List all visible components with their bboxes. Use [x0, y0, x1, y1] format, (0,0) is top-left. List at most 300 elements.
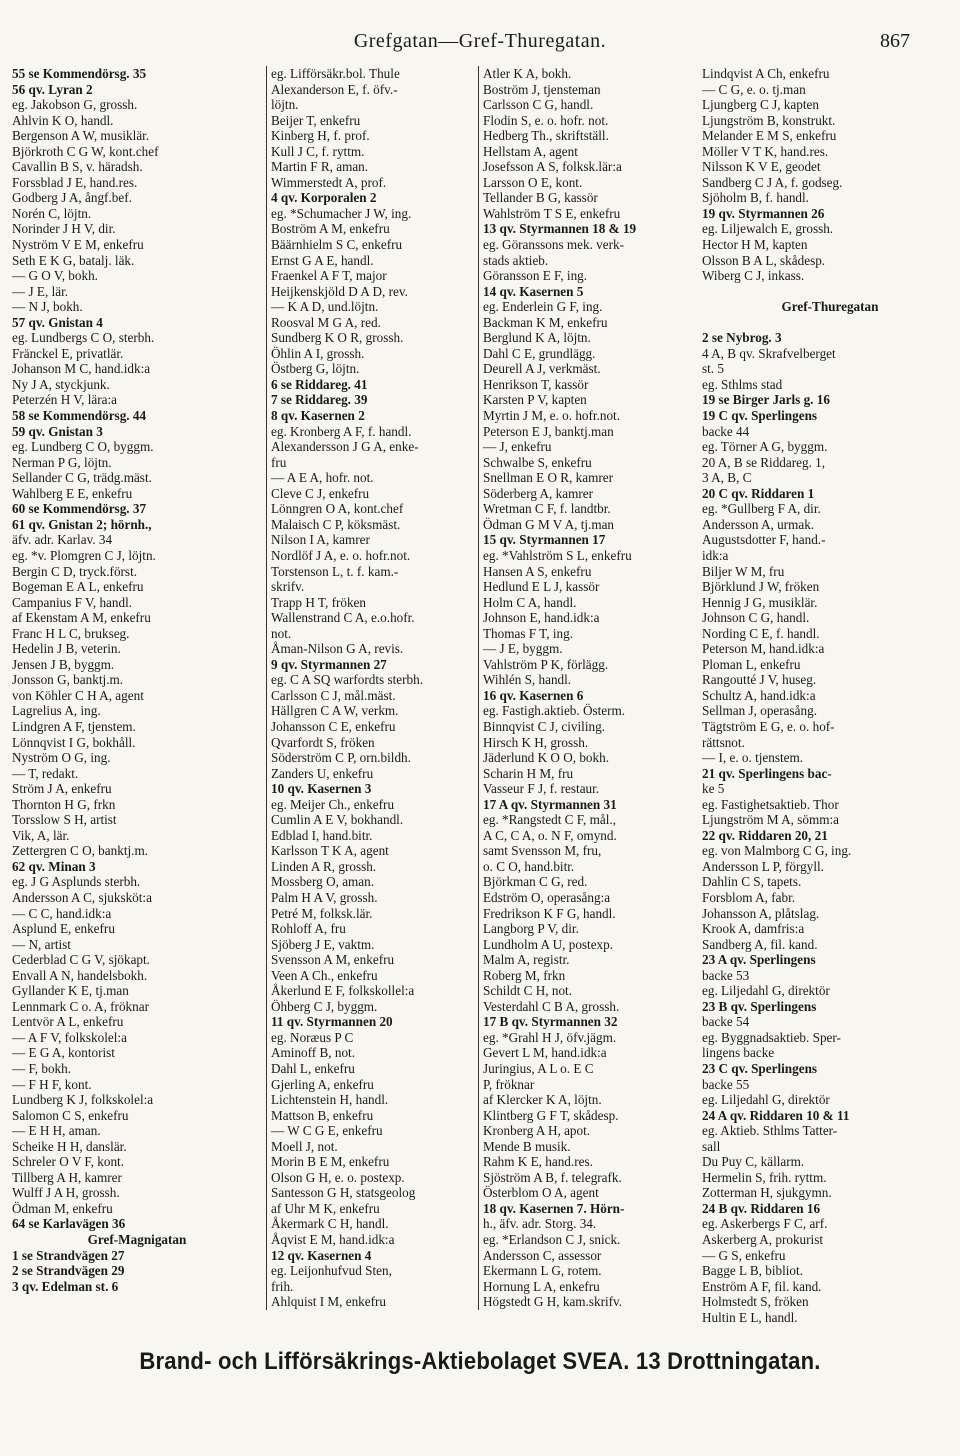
directory-entry: Cederblad C G V, sjökapt.	[12, 952, 150, 968]
directory-entry: 22 qv. Riddaren 20, 21	[702, 827, 828, 843]
directory-entry: Cleve C J, enkefru	[271, 485, 370, 501]
directory-entry: Zanders U, enkefru	[271, 765, 374, 781]
directory-entry: Envall A N, handelsbokh.	[12, 967, 148, 983]
directory-entry: Langborg P V, dir.	[483, 921, 579, 937]
directory-entry: Josefsson A S, folksk.lär:a	[483, 159, 622, 175]
directory-entry: 18 qv. Kasernen 7. Hörn-	[483, 1200, 625, 1216]
page-header	[0, 30, 960, 58]
directory-entry: Johnson E, hand.idk:a	[483, 610, 600, 626]
directory-entry: äfv. adr. Karlav. 34	[12, 532, 113, 548]
directory-entry: Asplund E, enkefru	[12, 921, 115, 937]
directory-entry: eg. Kronberg A F, f. handl.	[271, 423, 412, 439]
directory-entry: Jäderlund K O O, bokh.	[483, 750, 609, 766]
directory-entry: Ljungström M A, sömm:a	[702, 812, 840, 828]
directory-entry: 19 se Birger Jarls g. 16	[702, 392, 830, 408]
directory-entry: 1 se Strandvägen 27	[12, 1247, 125, 1263]
directory-entry: eg. Enderlein G F, ing.	[483, 299, 603, 315]
directory-entry: eg. *Grahl H J, öfv.jägm.	[483, 1029, 617, 1045]
directory-entry: eg. Törner A G, byggm.	[702, 439, 828, 455]
directory-entry: Augustsdotter F, hand.-	[702, 532, 826, 548]
directory-entry: Högstedt G H, kam.skrifv.	[483, 1294, 623, 1310]
directory-entry: Peterson E J, banktj.man	[483, 423, 614, 439]
directory-entry: Sjöholm B, f. handl.	[702, 190, 809, 206]
directory-entry: Hansen A S, enkefru	[483, 563, 592, 579]
directory-entry: Nilsson K V E, geodet	[702, 159, 821, 175]
directory-entry: 64 se Karlavägen 36	[12, 1216, 126, 1232]
directory-entry: Wretman C F, f. landtbr.	[483, 501, 611, 517]
directory-entry: h., äfv. adr. Storg. 34.	[483, 1216, 597, 1232]
directory-entry: Johnson C G, handl.	[702, 610, 810, 626]
directory-entry: Lindqvist A Ch, enkefru	[702, 66, 830, 81]
directory-entry: Dahlin C S, tapets.	[702, 874, 802, 890]
directory-entry: — G O V, bokh.	[12, 268, 98, 284]
directory-entry: 4 qv. Korporalen 2	[271, 190, 377, 206]
directory-entry: Petré M, folksk.lär.	[271, 905, 373, 921]
directory-entry: Österblom O A, agent	[483, 1185, 599, 1201]
directory-entry: 60 se Kommendörsg. 37	[12, 501, 147, 517]
directory-entry: 61 qv. Gnistan 2; hörnh.,	[12, 516, 152, 532]
directory-entry: 55 se Kommendörsg. 35	[12, 66, 147, 81]
directory-entry: eg. *Gullberg F A, dir.	[702, 501, 821, 517]
directory-entry: — N, artist	[12, 936, 71, 952]
directory-entry: Ahlvin K O, handl.	[12, 112, 114, 128]
directory-entry: Krook A, damfris:a	[702, 921, 805, 937]
directory-entry: eg. Göranssons mek. verk-	[483, 237, 624, 253]
directory-entry: Edström O, operasång:a	[483, 889, 611, 905]
directory-entry: eg. Liljewalch E, grossh.	[702, 221, 834, 237]
directory-entry: Campanius F V, handl.	[12, 594, 133, 610]
directory-entry: eg. C A SQ warfordts sterbh.	[271, 672, 424, 688]
directory-entry: Linden A R, grossh.	[271, 858, 377, 874]
directory-entry: 4 A, B qv. Skrafvelberget	[702, 345, 836, 361]
directory-entry: Åkermark C H, handl.	[271, 1216, 389, 1232]
directory-entry: Forsblom A, fabr.	[702, 889, 796, 905]
directory-entry: Lichtenstein H, handl.	[271, 1092, 389, 1108]
directory-entry: Veen A Ch., enkefru	[271, 967, 378, 983]
directory-entry: Tellander B G, kassör	[483, 190, 598, 206]
directory-entry: Santesson G H, statsgeolog	[271, 1185, 416, 1201]
directory-entry: Nerman P G, löjtn.	[12, 454, 112, 470]
directory-entry	[702, 284, 958, 300]
directory-entry: Deurell A J, verkmäst.	[483, 361, 601, 377]
directory-entry: Carlsson C J, mål.mäst.	[271, 687, 396, 703]
directory-entry: Binnqvist C J, civiling.	[483, 718, 605, 734]
directory-entry: — J E, byggm.	[483, 641, 563, 657]
directory-entry: Nording C E, f. handl.	[702, 625, 820, 641]
directory-entry: — A F V, folkskolel:a	[12, 1029, 127, 1045]
directory-entry: Holm C A, handl.	[483, 594, 577, 610]
directory-entry: Biljer W M, fru	[702, 563, 785, 579]
directory-entry: Moell J, not.	[271, 1138, 338, 1154]
directory-entry: Enström A F, fil. kand.	[702, 1278, 822, 1294]
directory-entry: samt Svensson M, fru,	[483, 843, 602, 859]
directory-entry: 20 A, B se Riddareg. 1,	[702, 454, 826, 470]
directory-column-1	[12, 66, 262, 1294]
directory-entry: Karlsson T K A, agent	[271, 843, 389, 859]
directory-entry: stads aktieb.	[483, 252, 549, 268]
directory-entry: Johansson A, plåtslag.	[702, 905, 820, 921]
directory-entry: Alexanderson E, f. öfv.-	[271, 81, 398, 97]
directory-entry: Ödman G M V A, tj.man	[483, 516, 615, 532]
directory-entry: Björklund J W, fröken	[702, 579, 820, 595]
directory-entry: Hornung L A, enkefru	[483, 1278, 600, 1294]
directory-entry: 23 A qv. Sperlingens	[702, 952, 816, 968]
directory-entry: Gjerling A, enkefru	[271, 1076, 374, 1092]
directory-entry: Lennmark C o. A, fröknar	[12, 998, 149, 1014]
advertisement-footer: Brand- och Lifförsäkrings-Aktiebolaget SVEA. 13 Drottningatan.	[139, 1348, 821, 1375]
directory-entry: Vahlström P K, förlägg.	[483, 656, 609, 672]
directory-entry: 23 B qv. Sperlingens	[702, 998, 817, 1014]
directory-entry: — E H H, aman.	[12, 1123, 101, 1139]
directory-entry: 17 A qv. Styrmannen 31	[483, 796, 617, 812]
directory-entry: Nyström V E M, enkefru	[12, 237, 144, 253]
directory-entry: Sjöberg J E, vaktm.	[271, 936, 375, 952]
directory-entry: st. 5	[702, 361, 724, 377]
directory-entry: Holmstedt S, fröken	[702, 1294, 809, 1310]
directory-entry: Fredrikson K F G, handl.	[483, 905, 616, 921]
directory-entry: Söderberg A, kamrer	[483, 485, 593, 501]
directory-entry: Johansson C E, enkefru	[271, 718, 396, 734]
directory-entry: Beijer T, enkefru	[271, 112, 361, 128]
directory-entry: skrifv.	[271, 579, 305, 595]
directory-entry: P, fröknar	[483, 1076, 535, 1092]
directory-entry: sall	[702, 1138, 721, 1154]
directory-entry: Gref-Magnigatan	[87, 1232, 187, 1248]
directory-entry: Alexandersson J G A, enke-	[271, 439, 419, 455]
directory-entry: Roberg M, frkn	[483, 967, 566, 983]
directory-entry: Thornton H G, frkn	[12, 796, 116, 812]
directory-entry: eg. Lundberg C O, byggm.	[12, 439, 154, 455]
directory-entry: Ekermann L G, rotem.	[483, 1263, 602, 1279]
directory-entry: Fraenkel A F T, major	[271, 268, 387, 284]
directory-entry: af Ekenstam A M, enkefru	[12, 610, 151, 626]
directory-entry: Bäärnhielm S C, enkefru	[271, 237, 403, 253]
directory-entry: Nyström O G, ing.	[12, 750, 111, 766]
directory-entry: löjtn.	[271, 97, 299, 113]
directory-entry: — J, enkefru	[483, 439, 552, 455]
directory-entry: Hennig J G, musiklär.	[702, 594, 818, 610]
directory-entry: eg. *Vahlström S L, enkefru	[483, 547, 632, 563]
directory-entry: frih.	[271, 1278, 294, 1294]
directory-entry: Öhberg C J, byggm.	[271, 998, 378, 1014]
directory-entry: Melander E M S, enkefru	[702, 128, 837, 144]
directory-entry: ke 5	[702, 781, 725, 797]
directory-entry: 15 qv. Styrmannen 17	[483, 532, 606, 548]
directory-entry: Sundberg K O R, grossh.	[271, 330, 404, 346]
directory-entry: Boström A M, enkefru	[271, 221, 390, 237]
directory-entry: Aminoff B, not.	[271, 1045, 356, 1061]
directory-entry: Ström J A, enkefru	[12, 781, 112, 797]
directory-entry: Bergenson A W, musiklär.	[12, 128, 150, 144]
directory-entry: 11 qv. Styrmannen 20	[271, 1014, 393, 1030]
directory-entry: 59 qv. Gnistan 3	[12, 423, 103, 439]
directory-entry: Olson G H, e. o. postexp.	[271, 1169, 405, 1185]
directory-entry: Thomas F T, ing.	[483, 625, 573, 641]
directory-entry: Wahlström T S E, enkefru	[483, 205, 621, 221]
directory-entry: eg. Noræus P C	[271, 1029, 354, 1045]
directory-entry: Lindgren A F, tjenstem.	[12, 718, 136, 734]
directory-entry: fru	[271, 454, 287, 470]
directory-entry: eg. *Rangstedt C F, mål.,	[483, 812, 617, 828]
directory-entry: — A E A, hofr. not.	[271, 470, 374, 486]
directory-entry: Henrikson T, kassör	[483, 376, 589, 392]
directory-entry: Ahlquist I M, enkefru	[271, 1294, 387, 1310]
directory-entry: Jensen J B, byggm.	[12, 656, 115, 672]
directory-entry: — N J, bokh.	[12, 299, 83, 315]
directory-entry: Åqvist E M, hand.idk:a	[271, 1232, 395, 1248]
directory-entry: Tägtström E G, e. o. hof-	[702, 718, 835, 734]
directory-entry: Göransson E F, ing.	[483, 268, 588, 284]
directory-entry: 20 C qv. Riddaren 1	[702, 485, 815, 501]
directory-entry: Hedelin J B, veterin.	[12, 641, 121, 657]
directory-entry: Björkroth C G W, kont.chef	[12, 143, 159, 159]
directory-entry: Boström J, tjensteman	[483, 81, 601, 97]
directory-entry: eg. Sthlms stad	[702, 376, 783, 392]
directory-entry: Schwalbe S, enkefru	[483, 454, 592, 470]
directory-entry: A C, C A, o. N F, omynd.	[483, 827, 617, 843]
directory-entry: — K A D, und.löjtn.	[271, 299, 379, 315]
directory-entry: Rahm K E, hand.res.	[483, 1154, 593, 1170]
directory-entry: — W C G E, enkefru	[271, 1123, 383, 1139]
directory-entry: Salomon C S, enkefru	[12, 1107, 129, 1123]
directory-entry: 10 qv. Kasernen 3	[271, 781, 372, 797]
directory-entry: 17 B qv. Styrmannen 32	[483, 1014, 618, 1030]
directory-entry: 8 qv. Kasernen 2	[271, 408, 365, 424]
directory-entry: Vik, A, lär.	[12, 827, 70, 843]
directory-entry: Tillberg A H, kamrer	[12, 1169, 122, 1185]
directory-entry: Wulff J A H, grossh.	[12, 1185, 120, 1201]
directory-entry: — C G, e. o. tj.man	[702, 81, 806, 97]
directory-entry: Wiberg C J, inkass.	[702, 268, 805, 284]
directory-entry: Zettergren C O, banktj.m.	[12, 843, 148, 859]
directory-entry: Norinder J H V, dir.	[12, 221, 116, 237]
directory-entry: lingens backe	[702, 1045, 775, 1061]
directory-entry: — E G A, kontorist	[12, 1045, 115, 1061]
directory-entry: 19 qv. Styrmannen 26	[702, 205, 825, 221]
directory-entry: 19 C qv. Sperlingens	[702, 408, 818, 424]
directory-entry: Rangoutté J V, huseg.	[702, 672, 817, 688]
directory-entry: Askerberg A, prokurist	[702, 1232, 823, 1248]
directory-entry: eg. von Malmborg C G, ing.	[702, 843, 852, 859]
directory-entry: backe 54	[702, 1014, 750, 1030]
directory-column-3	[478, 66, 699, 1310]
directory-entry: backe 44	[702, 423, 750, 439]
directory-entry: 6 se Riddareg. 41	[271, 376, 368, 392]
directory-entry: Martin F R, aman.	[271, 159, 369, 175]
directory-entry: eg. J G Asplunds sterbh.	[12, 874, 141, 890]
directory-entry: Heijkenskjöld D A D, rev.	[271, 283, 408, 299]
directory-entry: Edblad I, hand.bitr.	[271, 827, 373, 843]
directory-entry: Norén C, löjtn.	[12, 205, 92, 221]
directory-entry: backe 53	[702, 967, 750, 983]
directory-entry: Franc H L C, brukseg.	[12, 625, 130, 641]
directory-entry: Godberg J A, ångf.bef.	[12, 190, 132, 206]
directory-entry: Öhlin A I, grossh.	[271, 345, 365, 361]
directory-entry: eg. Jakobson G, grossh.	[12, 97, 138, 113]
directory-entry: Morin B E M, enkefru	[271, 1154, 390, 1170]
directory-entry: Lönngren O A, kont.chef	[271, 501, 404, 517]
directory-entry: eg. Lundbergs C O, sterbh.	[12, 330, 155, 346]
directory-entry: Andersson C, assessor	[483, 1247, 602, 1263]
directory-entry: Zotterman H, sjukgymn.	[702, 1185, 832, 1201]
directory-entry: 7 se Riddareg. 39	[271, 392, 368, 408]
directory-entry: Hällgren C A W, verkm.	[271, 703, 399, 719]
directory-entry: 57 qv. Gnistan 4	[12, 314, 103, 330]
directory-entry: Jonsson G, banktj.m.	[12, 672, 123, 688]
directory-entry: Nilson I A, kamrer	[271, 532, 370, 548]
directory-entry: — F H F, kont.	[12, 1076, 92, 1092]
directory-entry: backe 55	[702, 1076, 750, 1092]
directory-column-2	[266, 66, 481, 1310]
directory-entry: 21 qv. Sperlingens bac-	[702, 765, 832, 781]
directory-entry: Wallenstrand C A, e.o.hofr.	[271, 610, 415, 626]
directory-entry: Olsson B A L, skådesp.	[702, 252, 826, 268]
directory-entry: — G S, enkefru	[702, 1247, 786, 1263]
directory-entry: Ljungberg C J, kapten	[702, 97, 819, 113]
directory-entry: Carlsson C G, handl.	[483, 97, 594, 113]
directory-entry: Palm H A V, grossh.	[271, 889, 378, 905]
directory-entry: eg. *Schumacher J W, ing.	[271, 205, 412, 221]
directory-entry: Torsslow S H, artist	[12, 812, 117, 828]
directory-entry: Peterson M, hand.idk:a	[702, 641, 825, 657]
directory-entry: Åman-Nilson G A, revis.	[271, 641, 404, 657]
directory-entry: Berglund K A, löjtn.	[483, 330, 591, 346]
directory-entry: Vasseur F J, f. restaur.	[483, 781, 600, 797]
directory-entry: 2 se Strandvägen 29	[12, 1263, 125, 1279]
directory-entry: Bagge L B, bibliot.	[702, 1263, 803, 1279]
directory-entry: eg. Aktieb. Sthlms Tatter-	[702, 1123, 838, 1139]
directory-entry: eg. Fastigh.aktieb. Österm.	[483, 703, 626, 719]
directory-entry: Larsson O E, kont.	[483, 174, 583, 190]
directory-entry: Torstenson L, t. f. kam.-	[271, 563, 399, 579]
directory-entry: Hector H M, kapten	[702, 237, 808, 253]
directory-entry: Wihlén S, handl.	[483, 672, 572, 688]
directory-entry: Kull J C, f. ryttm.	[271, 143, 365, 159]
directory-entry: 23 C qv. Sperlingens	[702, 1061, 818, 1076]
directory-entry: Sellander C G, trädg.mäst.	[12, 470, 152, 486]
directory-entry: Cavallin B S, v. häradsh.	[12, 159, 143, 175]
directory-entry: 56 qv. Lyran 2	[12, 81, 93, 97]
directory-entry: Gevert L M, hand.idk:a	[483, 1045, 607, 1061]
directory-entry: Schildt C H, not.	[483, 983, 573, 999]
directory-entry: Mende B musik.	[483, 1138, 571, 1154]
directory-entry: eg. Liljedahl G, direktör	[702, 1092, 830, 1108]
directory-entry: Gyllander K E, tj.man	[12, 983, 129, 999]
directory-entry: Andersson A C, sjuksköt:a	[12, 889, 152, 905]
directory-entry: Kronberg A H, apot.	[483, 1123, 591, 1139]
directory-entry: idk:a	[702, 547, 729, 563]
directory-entry: Nordlöf J A, e. o. hofr.not.	[271, 547, 411, 563]
directory-entry: 24 B qv. Riddaren 16	[702, 1200, 821, 1216]
directory-entry: Seth E K G, batalj. läk.	[12, 252, 135, 268]
directory-entry: eg. Lifförsäkr.bol. Thule	[271, 66, 400, 81]
directory-entry: Sandberg A, fil. kand.	[702, 936, 818, 952]
directory-entry: Myrtin J M, e. o. hofr.not.	[483, 408, 620, 424]
directory-entry: 2 se Nybrog. 3	[702, 330, 782, 346]
directory-entry: Malm A, registr.	[483, 952, 570, 968]
directory-entry: Kinberg H, f. prof.	[271, 128, 370, 144]
directory-entry: Schreler O V F, kont.	[12, 1154, 125, 1170]
directory-entry: Schultz A, hand.idk:a	[702, 687, 816, 703]
directory-entry: Ny J A, styckjunk.	[12, 376, 110, 392]
directory-entry: 24 A qv. Riddaren 10 & 11	[702, 1107, 850, 1123]
directory-entry: — J E, lär.	[12, 283, 69, 299]
directory-entry: Scheike H H, danslär.	[12, 1138, 127, 1154]
directory-entry: 62 qv. Minan 3	[12, 858, 96, 874]
directory-entry: 58 se Kommendörsg. 44	[12, 408, 147, 424]
directory-entry: Östberg G, löjtn.	[271, 361, 360, 377]
page-title: Grefgatan—Gref-Thuregatan.	[353, 30, 607, 52]
directory-entry: not.	[271, 625, 292, 641]
directory-entry: Hermelin S, frih. ryttm.	[702, 1169, 827, 1185]
directory-entry: Roosval M G A, red.	[271, 314, 381, 330]
directory-entry: Hirsch K H, grossh.	[483, 734, 589, 750]
directory-entry: Möller V T K, hand.res.	[702, 143, 829, 159]
directory-column-4	[702, 66, 958, 1325]
directory-entry: Hellstam A, agent	[483, 143, 578, 159]
directory-entry: Karsten P V, kapten	[483, 392, 587, 408]
directory-entry: Dahl C E, grundlägg.	[483, 345, 596, 361]
directory-entry: 3 qv. Edelman st. 6	[12, 1278, 119, 1294]
directory-entry: Snellman E O R, kamrer	[483, 470, 614, 486]
directory-entry: eg. Meijer Ch., enkefru	[271, 796, 395, 812]
directory-entry: Rohloff A, fru	[271, 921, 346, 937]
directory-entry: Trapp H T, fröken	[271, 594, 366, 610]
directory-entry: Hedberg Th., skriftställ.	[483, 128, 609, 144]
directory-entry: Ljungström B, konstrukt.	[702, 112, 836, 128]
directory-entry: Dahl L, enkefru	[271, 1061, 355, 1076]
directory-entry	[702, 315, 958, 331]
directory-entry: Scharin H M, fru	[483, 765, 574, 781]
directory-entry: Lagrelius A, ing.	[12, 703, 101, 719]
directory-entry: Hedlund E L J, kassör	[483, 579, 600, 595]
directory-entry: Cumlin A E V, bokhandl.	[271, 812, 404, 828]
directory-entry: Wahlberg E E, enkefru	[12, 485, 133, 501]
directory-entry: — I, e. o. tjenstem.	[702, 750, 804, 766]
directory-entry: Juringius, A L o. E C	[483, 1061, 594, 1076]
directory-entry: Vesterdahl C B A, grossh.	[483, 998, 620, 1014]
directory-entry: Ödman M, enkefru	[12, 1200, 113, 1216]
directory-entry: Wimmerstedt A, prof.	[271, 174, 387, 190]
directory-entry: Ernst G A E, handl.	[271, 252, 374, 268]
directory-entry: eg. Askerbergs F C, arf.	[702, 1216, 828, 1232]
directory-entry: 3 A, B, C	[702, 470, 752, 486]
directory-entry: rättsnot.	[702, 734, 745, 750]
directory-entry: Malaisch C P, köksmäst.	[271, 516, 401, 532]
directory-entry: Ploman L, enkefru	[702, 656, 801, 672]
directory-entry: Peterzén H V, lära:a	[12, 392, 117, 408]
directory-entry: Bergin C D, tryck.först.	[12, 563, 138, 579]
directory-entry: Klintberg G F T, skådesp.	[483, 1107, 619, 1123]
directory-entry: Fränckel E, privatlär.	[12, 345, 124, 361]
directory-entry: 13 qv. Styrmannen 18 & 19	[483, 221, 637, 237]
directory-entry: 14 qv. Kasernen 5	[483, 283, 584, 299]
directory-entry: Sjöström A B, f. telegrafk.	[483, 1169, 622, 1185]
directory-entry: 16 qv. Kasernen 6	[483, 687, 584, 703]
directory-entry: eg. *Erlandson C J, snick.	[483, 1232, 621, 1248]
directory-entry: eg. Liljedahl G, direktör	[702, 983, 830, 999]
directory-entry: Andersson A, urmak.	[702, 516, 815, 532]
directory-entry: Lönnqvist I G, bokhåll.	[12, 734, 136, 750]
directory-entry: Atler K A, bokh.	[483, 66, 572, 81]
directory-entry: af Uhr M K, enkefru	[271, 1200, 380, 1216]
directory-entry: eg. *v. Plomgren C J, löjtn.	[12, 547, 156, 563]
directory-entry: Lundberg K J, folkskolel:a	[12, 1092, 154, 1108]
directory-entry: eg. Byggnadsaktieb. Sper-	[702, 1029, 841, 1045]
directory-entry: Sellman J, operasång.	[702, 703, 817, 719]
directory-entry: Åkerlund E F, folkskollel:a	[271, 983, 415, 999]
directory-entry: Mattson B, enkefru	[271, 1107, 374, 1123]
